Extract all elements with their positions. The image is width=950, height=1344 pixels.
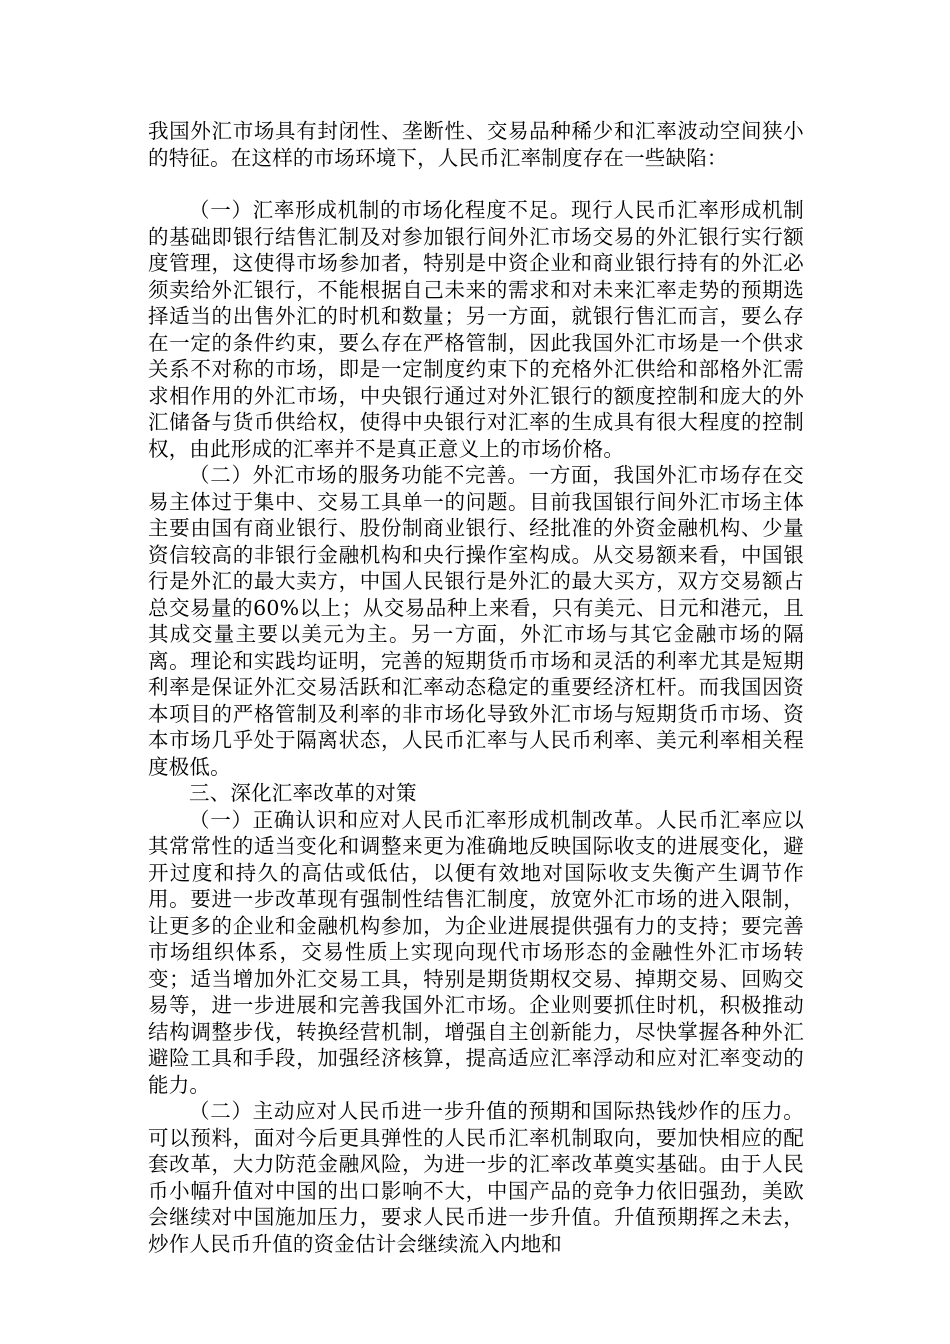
countermeasure-paragraph-1: （一）正确认识和应对人民币汇率形成机制改革。人民币汇率应以其常常性的适当变化和调整来更为准确地反映国际收支的进展变化，避开过度和持久的高估或低估，以便有效地对国际收支失衡产生调节作用。要进一步改革现有强制性结售汇制度，放宽外汇市场的进入限制，让更多的企业和金融机构参加，为企业进展提供强有力的支持；要完善市场组织体系，交易性质上实现向现代市场形态的金融性外汇市场转变；适当增加外汇交易工具，特别是期货期权交易、掉期交易、回购交易等，进一步进展和完善我国外汇市场。企业则要抓住时机，积极推动结构调整步伐，转换经营机制，增强自主创新能力，尽快掌握各种外汇避险工具和手段，加强经济核算，提高适应汇率浮动和应对汇率变动的能力。 [148,807,804,1097]
section-heading: 三、深化汇率改革的对策 [189,781,417,805]
section-paragraph-2: （二）外汇市场的服务功能不完善。一方面，我国外汇市场存在交易主体过于集中、交易工具单一的问题。目前我国银行间外汇市场主体主要由国有商业银行、股份制商业银行、经批准的外资金融机构、少量资信较高的非银行金融机构和央行操作室构成。从交易额来看，中国银行是外汇的最大卖方，中国人民银行是外汇的最大买方，双方交易额占总交易量的60%以上；从交易品种上来看，只有美元、日元和港元，且其成交量主要以美元为主。另一方面，外汇市场与其它金融市场的隔离。理论和实践均证明，完善的短期货币市场和灵活的利率尤其是短期利率是保证外汇交易活跃和汇率动态稳定的重要经济杠杆。而我国因资本项目的严格管制及利率的非市场化导致外汇市场与短期货币市场、资本市场几乎处于隔离状态，人民币汇率与人民币利率、美元利率相关程度极低。 [148,463,804,779]
intro-paragraph: 我国外汇市场具有封闭性、垄断性、交易品种稀少和汇率波动空间狭小的特征。在这样的市场环境下，人民币汇率制度存在一些缺陷： [148,119,804,170]
paragraph-gap [148,171,804,197]
countermeasure-paragraph-2: （二）主动应对人民币进一步升值的预期和国际热钱炒作的压力。可以预料，面对今后更具弹性的人民币汇率机制取向，要加快相应的配套改革，大力防范金融风险，为进一步的汇率改革奠实基础。由于人民币小幅升值对中国的出口影响不大，中国产品的竞争力依旧强劲，美欧会继续对中国施加压力，要求人民币进一步升值。升值预期挥之未去，炒作人民币升值的资金估计会继续流入内地和 [148,1099,804,1256]
document-page [148,118,804,1257]
section-paragraph-1: （一）汇率形成机制的市场化程度不足。现行人民币汇率形成机制的基础即银行结售汇制及对参加银行间外汇市场交易的外汇银行实行额度管理，这使得市场参加者，特别是中资企业和商业银行持有的外汇必须卖给外汇银行，不能根据自己未来的需求和对未来汇率走势的预期选择适当的出售外汇的时机和数量；另一方面，就银行售汇而言，要么存在一定的条件约束，要么存在严格管制，因此我国外汇市场是一个供求关系不对称的市场，即是一定制度约束下的充格外汇供给和部格外汇需求相作用的外汇市场，中央银行通过对外汇银行的额度控制和庞大的外汇储备与货币供给权，使得中央银行对汇率的生成具有很大程度的控制权，由此形成的汇率并不是真正意义上的市场价格。 [148,198,804,461]
